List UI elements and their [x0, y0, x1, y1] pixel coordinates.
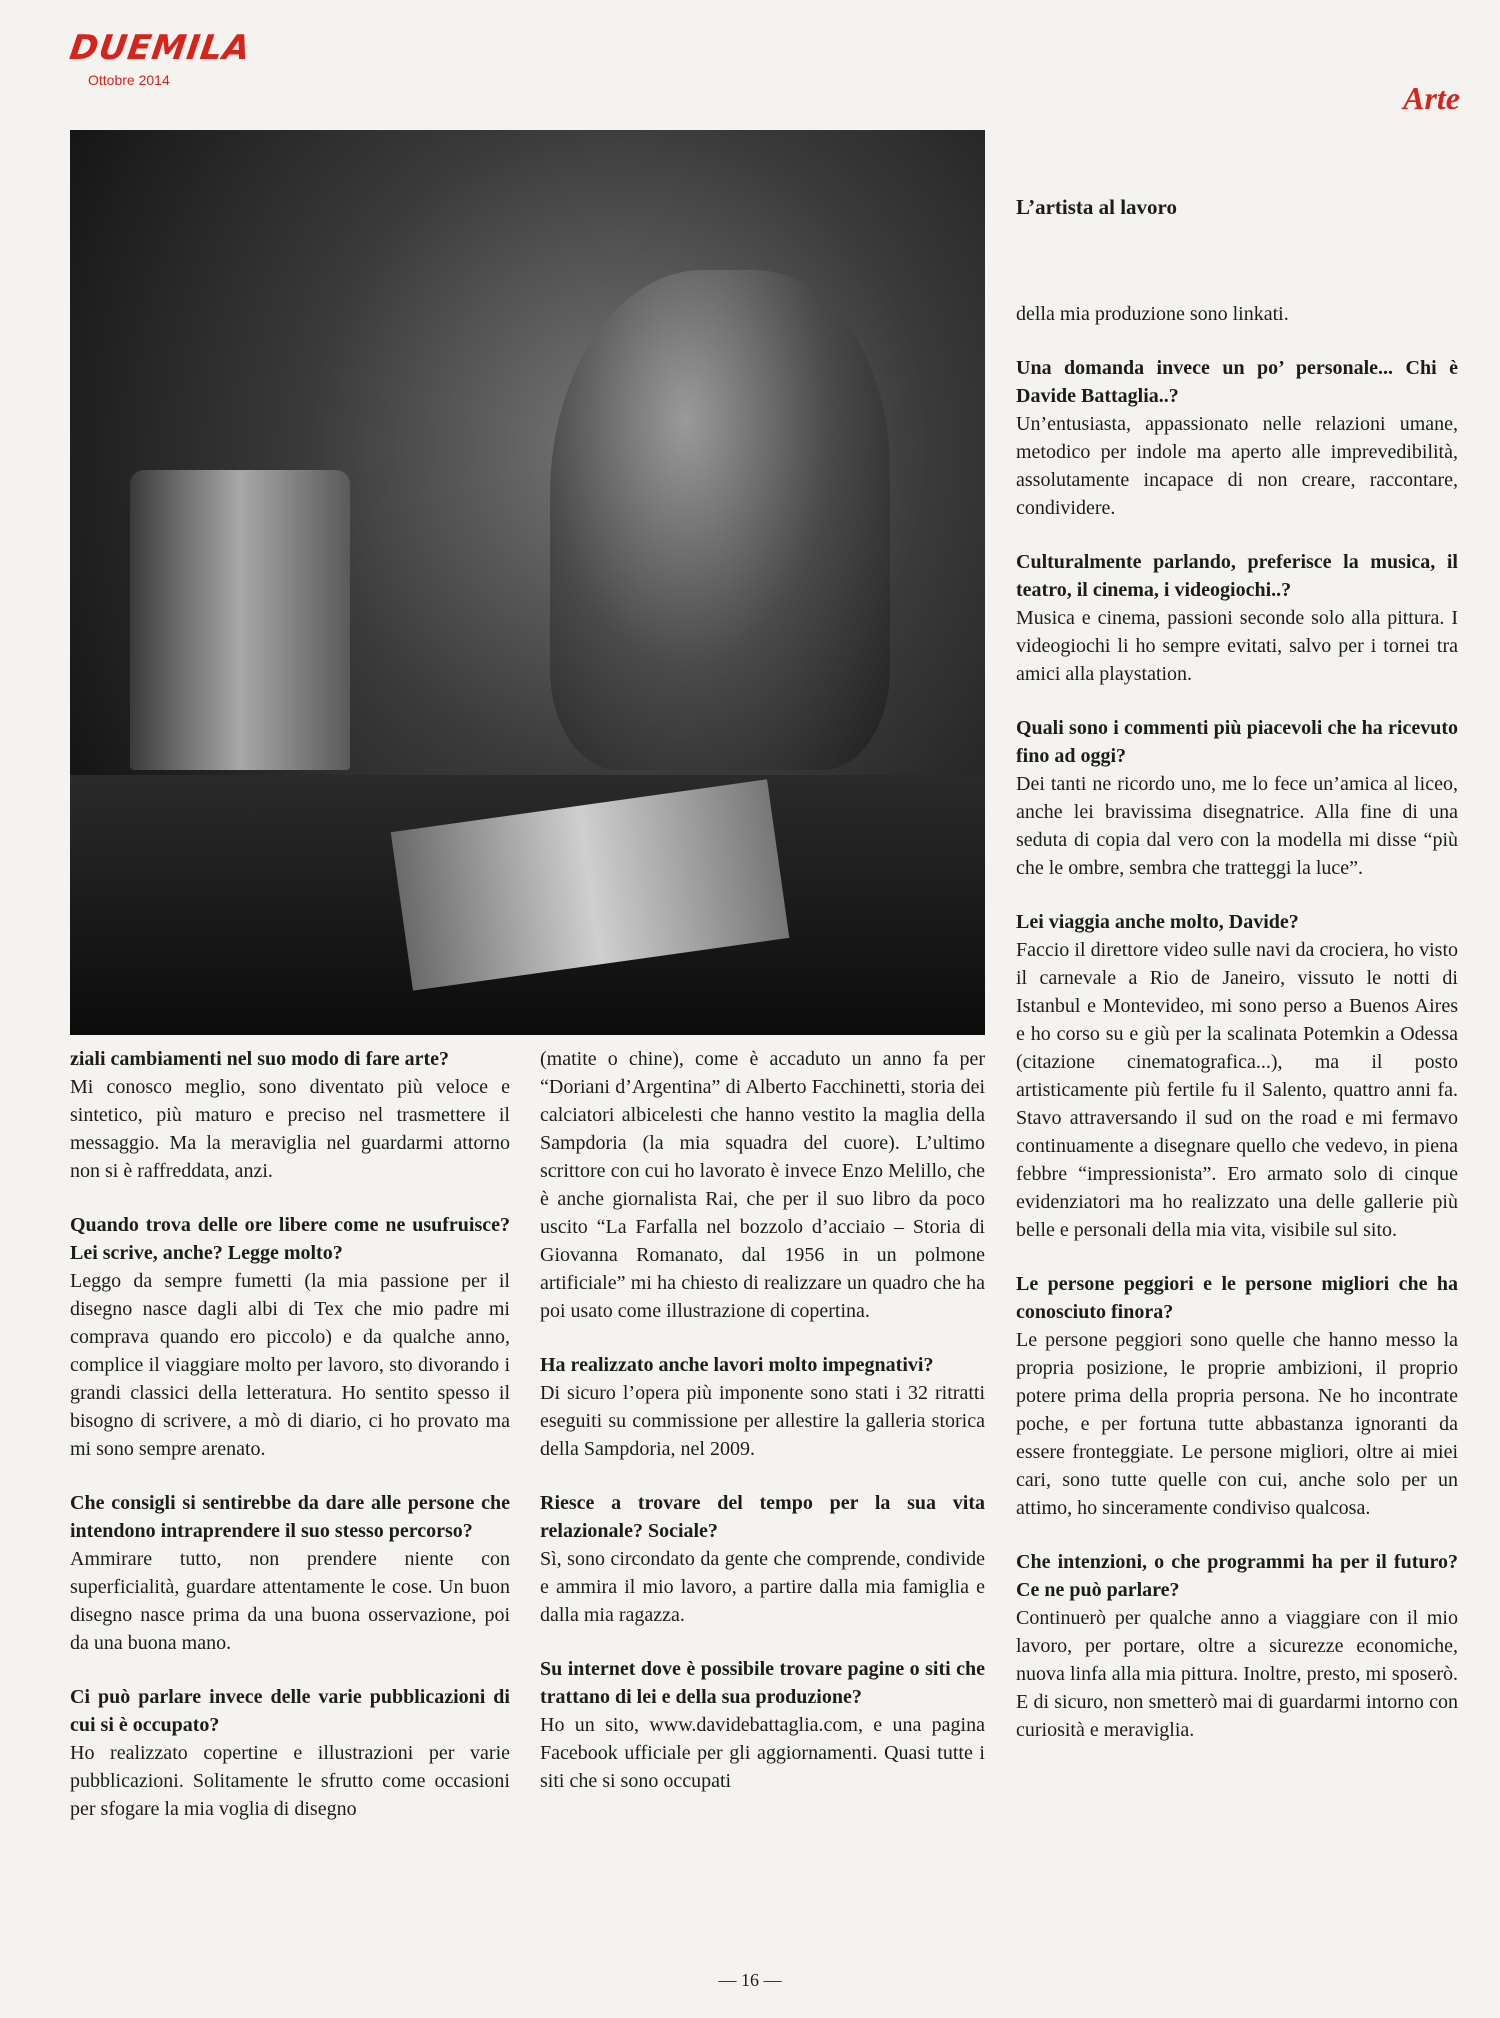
question: Una domanda invece un po’ personale... Chi è Davide Battaglia..? — [1016, 357, 1458, 407]
answer: Le persone peggiori sono quelle che hanno messo la propria posizione, le proprie ambizioni, il proprio potere prima della propria persona. Ne ho incontrate poche, e per fortuna tutte abbastanza ignoranti da essere fronteggiate. Le persone migliori, oltre ai miei cari, sono tutte quelle con cui, anche solo per un attimo, ho sinceramente condiviso qualcosa. — [1016, 1329, 1458, 1519]
section-tag: Arte — [1403, 80, 1460, 116]
question: Che intenzioni, o che programmi ha per il futuro? Ce ne può parlare? — [1016, 1551, 1458, 1601]
text-column-3 — [1016, 300, 1458, 1770]
answer: Di sicuro l’opera più imponente sono stati i 32 ritratti eseguiti su commissione per allestire la galleria storica della Sampdoria, nel 2009. — [540, 1382, 985, 1460]
answer: Ho realizzato copertine e illustrazioni per varie pubblicazioni. Solitamente le sfrutto come occasioni per sfogare la mia voglia di disegno — [70, 1742, 510, 1820]
answer: Dei tanti ne ricordo uno, me lo fece un’amica al liceo, anche lei bravissima disegnatrice. Alla fine di una seduta di copia dal vero con la modella mi disse “più che le ombre, sembra che tratteggi la luce”. — [1016, 773, 1458, 879]
text-column-2 — [540, 1045, 985, 1821]
answer: (matite o chine), come è accaduto un anno fa per “Doriani d’Argentina” di Alberto Facchinetti, storia dei calciatori albicelesti che hanno vestito la maglia della Sampdoria (la mia squadra del cuore). L’ultimo scrittore con cui ho lavorato è invece Enzo Melillo, che è anche giornalista Rai, che per il suo libro da poco uscito “La Farfalla nel bozzolo d’acciaio – Storia di Giovanna Romanato, dal 1956 in un polmone artificiale” mi ha chiesto di realizzare un quadro che ha poi usato come illustrazione di copertina. — [540, 1048, 985, 1322]
answer: Mi conosco meglio, sono diventato più veloce e sintetico, più maturo e preciso nel trasmettere il messaggio. Ma la meraviglia nel guardarmi attorno non si è raffreddata, anzi. — [70, 1076, 510, 1182]
question: ziali cambiamenti nel suo modo di fare arte? — [70, 1048, 450, 1070]
answer: Musica e cinema, passioni seconde solo alla pittura. I videogiochi li ho sempre evitati, salvo per i tornei tra amici alla playstation. — [1016, 607, 1458, 685]
question: Lei viaggia anche molto, Davide? — [1016, 911, 1299, 933]
answer: della mia produzione sono linkati. — [1016, 303, 1289, 325]
question: Riesce a trovare del tempo per la sua vita relazionale? Sociale? — [540, 1492, 985, 1542]
issue-date: Ottobre 2014 — [88, 72, 170, 88]
answer: Faccio il direttore video sulle navi da crociera, ho visto il carnevale a Rio de Janeiro, vissuto le notti di Istanbul e Montevideo, mi sono perso a Buenos Aires e ho corso su e giù per la scalinata Potemkin a Odessa (citazione cinematografica...), ma il posto artisticamente più fertile fu il Salento, quattro anni fa. Stavo attraversando il sud on the road e mi fermavo continuamente a disegnare quello che vedevo, in piena febbre “impressionista”. Ero armato solo di cinque evidenziatori ma ho realizzato una delle gallerie più belle e personali della mia vita, visibile sul sito. — [1016, 939, 1458, 1241]
answer: Leggo da sempre fumetti (la mia passione per il disegno nasce dagli albi di Tex che mio padre mi comprava quando ero piccolo) e da qualche anno, complice il viaggiare molto per lavoro, sto divorando i grandi classici della letteratura. Ho sentito spesso il bisogno di scrivere, a mò di diario, ci ho provato ma mi sono sempre arenato. — [70, 1270, 510, 1460]
question: Quali sono i commenti più piacevoli che ha ricevuto fino ad oggi? — [1016, 717, 1458, 767]
photo-artist-figure — [550, 270, 890, 770]
question: Che consigli si sentirebbe da dare alle persone che intendono intraprendere il suo stesso percorso? — [70, 1492, 510, 1542]
answer: Sì, sono circondato da gente che comprende, condivide e ammira il mio lavoro, a partire dalla mia famiglia e dalla mia ragazza. — [540, 1548, 985, 1626]
answer: Ho un sito, www.davidebattaglia.com, e una pagina Facebook ufficiale per gli aggiornamenti. Quasi tutte i siti che si sono occupati — [540, 1714, 985, 1792]
question: Su internet dove è possibile trovare pagine o siti che trattano di lei e della sua produzione? — [540, 1658, 985, 1708]
answer: Ammirare tutto, non prendere niente con superficialità, guardare attentamente le cose. Un buon disegno nasce prima da una buona osservazione, poi da una buona mano. — [70, 1548, 510, 1654]
artist-photo — [70, 130, 985, 1035]
text-column-1 — [70, 1045, 510, 1849]
question: Quando trova delle ore libere come ne usufruisce? Lei scrive, anche? Legge molto? — [70, 1214, 510, 1264]
photo-caption: L’artista al lavoro — [1016, 195, 1177, 219]
question: Ci può parlare invece delle varie pubblicazioni di cui si è occupato? — [70, 1686, 510, 1736]
question: Culturalmente parlando, preferisce la musica, il teatro, il cinema, i videogiochi..? — [1016, 551, 1458, 601]
magazine-logo: DUEMILA — [67, 28, 254, 68]
photo-paint-can — [130, 470, 350, 770]
answer: Continuerò per qualche anno a viaggiare con il mio lavoro, per portare, oltre a sicurezze economiche, nuova linfa alla mia pittura. Inoltre, presto, mi sposerò. E di sicuro, non smetterò mai di guardarmi intorno con curiosità e meraviglia. — [1016, 1607, 1458, 1741]
page-number: — 16 — — [718, 1970, 782, 1990]
question: Ha realizzato anche lavori molto impegnativi? — [540, 1354, 934, 1376]
question: Le persone peggiori e le persone migliori che ha conosciuto finora? — [1016, 1273, 1458, 1323]
answer: Un’entusiasta, appassionato nelle relazioni umane, metodico per indole ma aperto alle imprevedibilità, assolutamente incapace di non creare, raccontare, condividere. — [1016, 413, 1458, 519]
